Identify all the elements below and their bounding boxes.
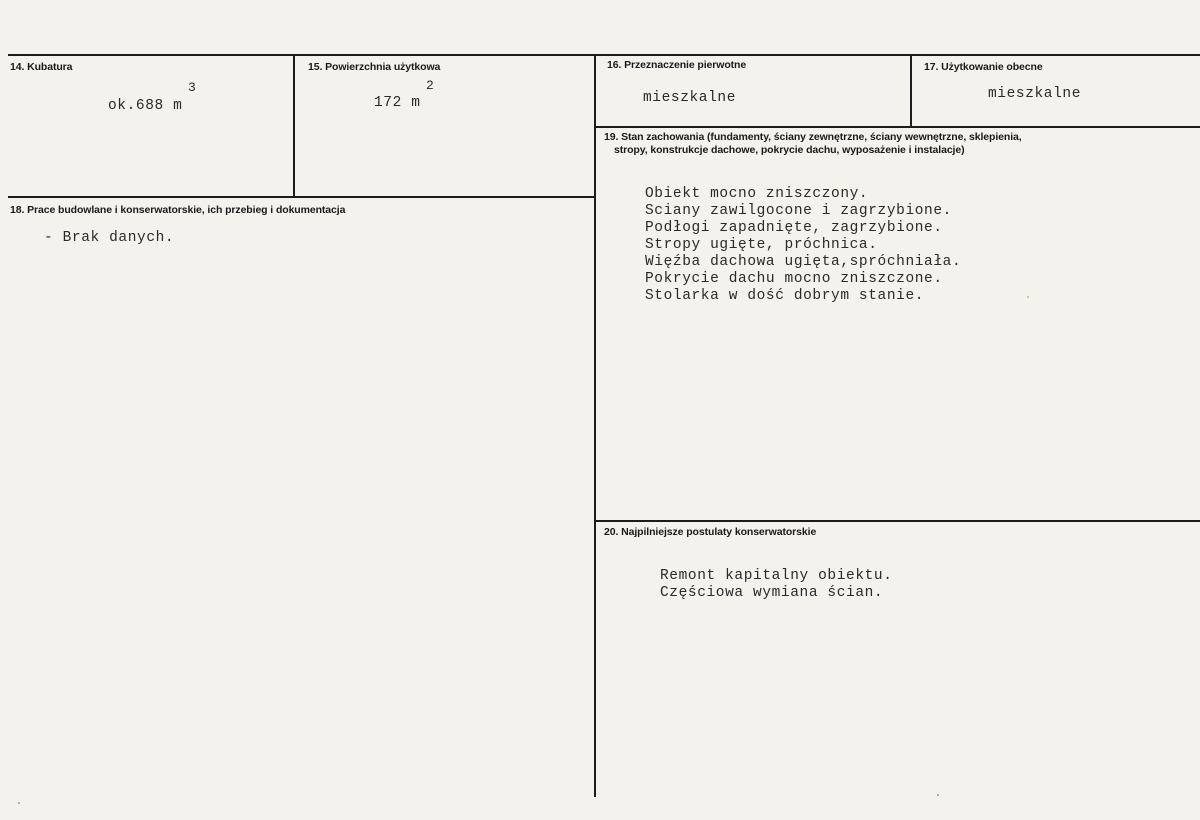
field-19-line: Podłogi zapadnięte, zagrzybione. — [645, 220, 943, 236]
field-15-value: 172 m — [374, 95, 421, 111]
field-19-label-line2: stropy, konstrukcje dachowe, pokrycie dachu, wyposażenie i instalacje) — [614, 144, 965, 156]
row16-bottom-border — [594, 126, 1200, 128]
field-18-value: - Brak danych. — [44, 230, 175, 246]
divider-16-17 — [910, 55, 912, 127]
field-19-line: Sciany zawilgocone i zagrzybione. — [645, 203, 952, 219]
center-divider — [594, 55, 596, 797]
field-14-exponent: 3 — [188, 80, 196, 95]
field-17-value: mieszkalne — [988, 86, 1082, 102]
field-19-line: Stropy ugięte, próchnica. — [645, 237, 878, 253]
field-19-line: Stolarka w dość dobrym stanie. — [645, 288, 925, 304]
field-16-label: 16. Przeznaczenie pierwotne — [607, 59, 747, 71]
paper-speck — [18, 802, 20, 804]
field-19-line: Obiekt mocno zniszczony. — [645, 186, 869, 202]
field-15-exponent: 2 — [426, 78, 434, 93]
paper-speck — [1027, 296, 1029, 298]
field-19-line: Więźba dachowa ugięta,spróchniała. — [645, 254, 962, 270]
field-14-label: 14. Kubatura — [10, 61, 73, 73]
field-15-label: 15. Powierzchnia użytkowa — [308, 61, 441, 73]
field-19-label-line1: 19. Stan zachowania (fundamenty, ściany zewnętrzne, ściany wewnętrzne, sklepienia, — [604, 131, 1022, 143]
field-14-value: ok.688 m — [108, 98, 183, 114]
field-19-line: Pokrycie dachu mocno zniszczone. — [645, 271, 943, 287]
paper-speck — [937, 794, 939, 796]
field-20-line: Remont kapitalny obiektu. — [660, 568, 893, 584]
top-border — [8, 54, 1200, 56]
field-20-line: Częściowa wymiana ścian. — [660, 585, 884, 601]
divider-14-15 — [293, 55, 295, 197]
row1-bottom-border — [8, 196, 596, 198]
field-20-label: 20. Najpilniejsze postulaty konserwatorskie — [604, 526, 817, 538]
row19-bottom-border — [594, 520, 1200, 522]
field-20-text — [660, 568, 893, 602]
field-18-label: 18. Prace budowlane i konserwatorskie, ich przebieg i dokumentacja — [10, 204, 346, 216]
field-19-text — [645, 186, 961, 305]
field-17-label: 17. Użytkowanie obecne — [924, 61, 1043, 73]
field-16-value: mieszkalne — [643, 90, 737, 106]
